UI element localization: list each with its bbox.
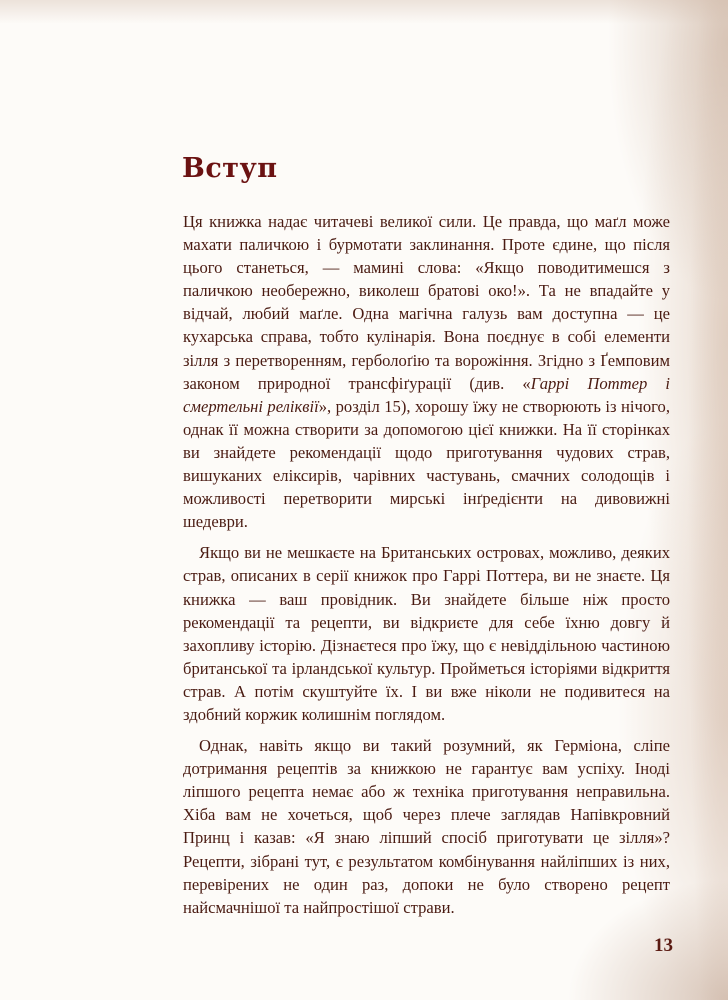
paragraph-2: Якщо ви не мешкаєте на Британських островах, можливо, деяких страв, описаних в серії книжок про Гаррі Поттера, ви не знаєте. Ця книжка — ваш провідник. Ви знайдете більше ніж просто рекомендації та рецепти, ви відкриєте для себе їхню довгу й захопливу історію. Дізнаєтеся про їжу, що є невіддільною частиною британської та ірландської культур. Пройметься історіями відкриття страв. А потім скуштуйте їх. І ви вже ніколи не подивитеся на здобний коржик колишнім поглядом. [183,543,670,724]
paragraph-1-text-after: », розділ 15), хорошу їжу не створюють із нічого, однак її можна створити за допомогою цієї книжки. На її сторінках ви знайдете рекомендації щодо приготування чудових страв, вишуканих еліксирів, чарівних частувань, смачних солодощів і можливості перетворити мирські інґредієнти на дивовижні шедеври. [183,396,670,532]
paragraph-3: Однак, навіть якщо ви такий розумний, як Герміона, сліпе дотримання рецептів за книжкою не гарантує вам успіху. Іноді ліпшого рецепта немає або ж техніка приготування неправильна. Хіба вам не хочеться, щоб через плече заглядав Напівкровний Принц і казав: «Я знаю ліпший спосіб приготувати це зілля»? Рецепти, зібрані тут, є результатом комбінування найліпших із них, перевірених не один раз, допоки не було створено рецепт найсмачнішої та найпростішої страви. [183,736,670,917]
paragraph-1 [183,210,670,533]
page-number: 13 [654,935,673,956]
page-edge-shadow [0,0,728,24]
book-title-reference: Гаррі Поттер і смертельні реліквії [183,373,670,416]
body-text [183,210,670,927]
paragraph-1-text-before: Ця книжка надає читачеві великої сили. Це правда, що маґл може махати паличкою і бурмотати заклинання. Проте єдине, що після цього станеться, — мамині слова: «Якщо поводитимешся з паличкою необережно, виколеш братові око!». Та не впадайте у відчай, любий маґле. Одна магічна галузь вам доступна — це кухарська справа, тобто кулінарія. Вона поєднує в собі елементи зілля з перетворенням, герболоґію та ворожіння. Згідно з Ґемповим законом природної трансфіґурації (див. « [183,212,670,393]
chapter-title: Вступ [182,153,278,184]
